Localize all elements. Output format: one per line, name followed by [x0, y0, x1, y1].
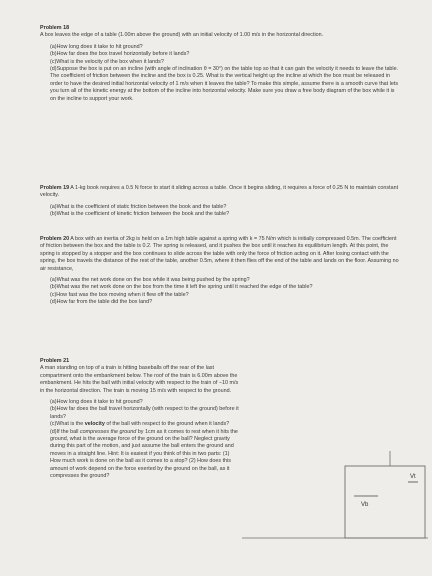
- problem-21-part-b: (b)How far does the ball travel horizontally (with respect to the ground) before it lands?: [50, 406, 239, 420]
- problem-20-part-c: (c)How fast was the box moving when it flew off the table?: [50, 291, 189, 298]
- train-diagram: [240, 420, 430, 570]
- problem-18-intro: A box leaves the edge of a table (1.00m above the ground) with an initial velocity of 1.00 m/s in the horizontal direction.: [40, 32, 324, 39]
- problem-18-part-b: (b)How far does the box travel horizontally before it lands?: [50, 51, 190, 58]
- problem-21-intro: A man standing on top of a train is hitting baseballs off the rear of the last compartment onto the embankment below. The roof of the train is 6.00m above the embankment. He hits the ball with initial velocity with respect to the train of −10 m/s in the horizontal direction. The train is moving 15 m/s with respect to the ground.: [40, 365, 239, 394]
- label-vt: Vt: [410, 474, 416, 480]
- problem-21-title: Problem 21: [40, 358, 70, 364]
- problem-19-part-b: (b)What is the coefficient of kinetic friction between the book and the table?: [50, 211, 230, 218]
- problem-20-part-d: (d)How far from the table did the box land?: [50, 299, 153, 306]
- problem-19-part-a: (a)What is the coefficient of static friction between the book and the table?: [50, 203, 227, 210]
- problem-18: [40, 25, 400, 103]
- problem-21-part-c: (c)What is the velocity of the ball with respect to the ground when it lands?: [50, 421, 230, 428]
- problem-18-part-a: (a)How long does it take to hit ground?: [50, 43, 143, 50]
- problem-20-part-a: (a)What was the net work done on the box while it was being pushed by the spring?: [50, 277, 250, 284]
- problem-21-part-d: (d)If the ball compresses the ground by 1cm as it comes to rest when it hits the ground, what is the average force of the ground on the ball? Neglect gravity during this part of the motion, and just assume the ball enters the ground and moves in a straight line. Hint: It is easiest if you think of this in two parts: (1) How much work is done on the ball as it comes to a stop? (2) How does this amount of work depend on the force exerted by the ground on the ball, as it compresses the ground?: [50, 428, 238, 480]
- problem-21: [40, 358, 240, 481]
- problem-21-part-a: (a)How long does it take to hit ground?: [50, 399, 143, 406]
- problem-19-intro: A 1-kg book requires a 0.5 N force to start it sliding across a table. Once it begins sliding, it requires a force of 0.25 N to maintain constant velocity.: [40, 185, 399, 199]
- problem-18-part-d: (d)Suppose the box is put on an incline (with angle of inclination θ = 30°) on the table top so that it can gain the velocity it needs to leave the table. The coefficient of friction between the incline and the box is 0.25. What is the vertical height up the incline at which the box must be released in order to have the desired initial horizontal velocity of 1 m/s when it leaves the table? To make this simple, assume there is a smooth curve that lets you turn all of the kinetic energy at the bottom of the incline into horizontal velocity. Make sure you draw a free body diagram of the box while it is on the incline to support your work.: [50, 66, 399, 102]
- problem-19: [40, 185, 400, 219]
- problem-20-part-b: (b)What was the net work done on the box from the time it left the spring until it reached the edge of the table?: [50, 284, 313, 291]
- problem-20-title: Problem 20: [40, 236, 70, 242]
- problem-18-part-c: (c)What is the velocity of the box when it lands?: [50, 58, 164, 65]
- problem-18-title: Problem 18: [40, 25, 70, 31]
- problem-20: [40, 236, 400, 307]
- problem-19-title: Problem 19: [40, 185, 70, 191]
- label-vb: Vb: [361, 502, 369, 508]
- problem-20-intro: A box with an inertia of 2kg is held on a 1m high table against a spring with k = 75 N/m which is initially compressed 0.5m. The coefficient of friction between the box and the table is 0.2. The spring is released, and it pushes the box until it reaches its equilibrium length. At this point, the spring is stopped by a stopper and the box continues to slide across the table with only the force of friction acting on it. After losing contact with the spring, the box travels the distance of the rest of the table, another 0.5m, where it then flies off the end of the table and lands on the floor. Assuming no air resistance,: [40, 236, 399, 272]
